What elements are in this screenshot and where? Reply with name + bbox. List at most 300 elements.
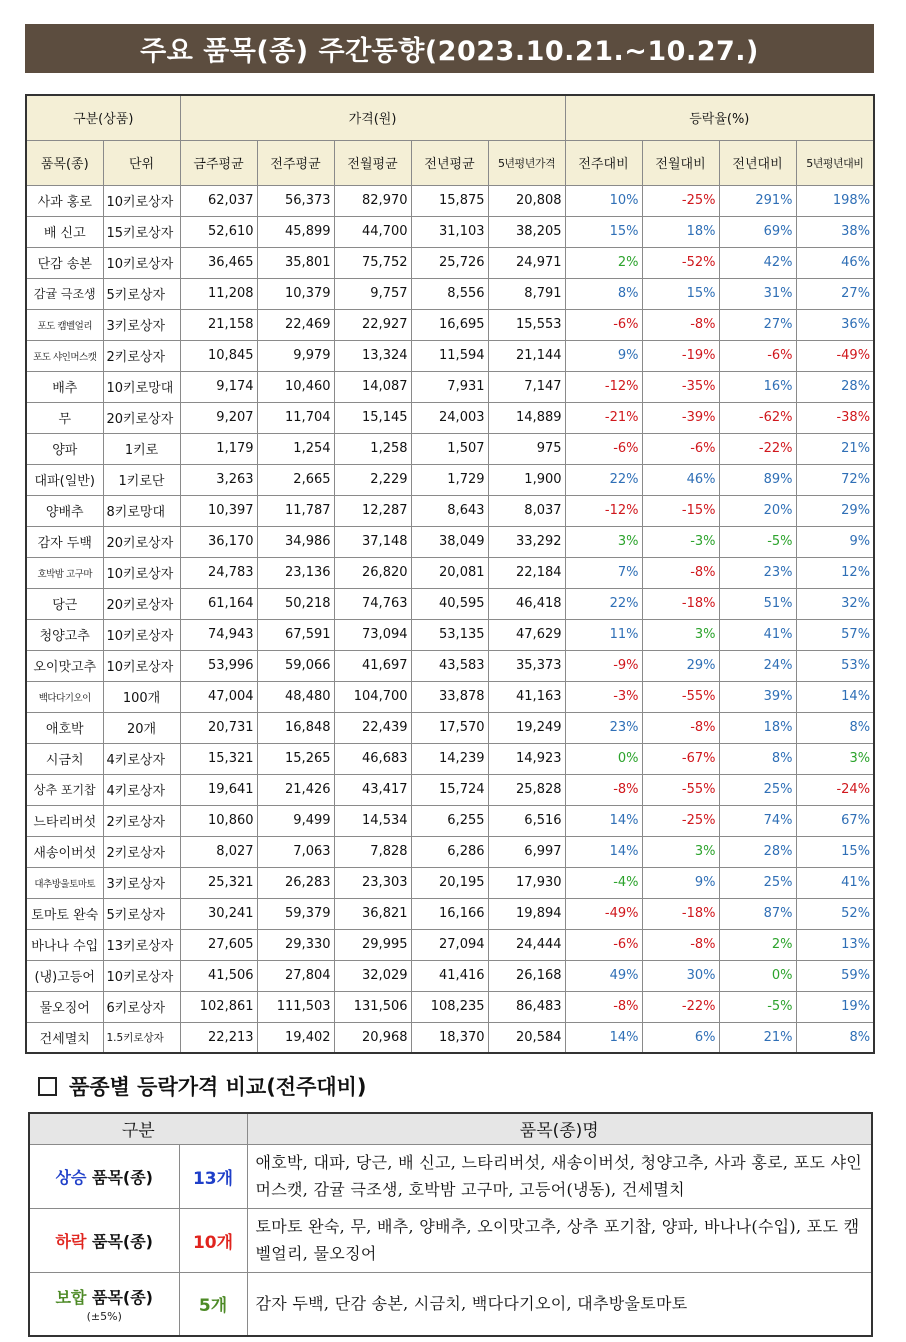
cell-r-year: 18% <box>719 712 796 743</box>
cell-r-week: 49% <box>565 960 642 991</box>
cell-prev-year: 41,416 <box>411 960 488 991</box>
cell-avg5: 24,971 <box>488 247 565 278</box>
cell-unit: 4키로상자 <box>103 774 180 805</box>
cell-item: (냉)고등어 <box>26 960 103 991</box>
cell-item: 단감 송본 <box>26 247 103 278</box>
cell-prev-year: 53,135 <box>411 619 488 650</box>
cell-unit: 20키로상자 <box>103 588 180 619</box>
cell-r-avg5: 72% <box>796 464 874 495</box>
cell-cur: 10,860 <box>180 805 257 836</box>
cell-r-week: -4% <box>565 867 642 898</box>
cell-prev-month: 7,828 <box>334 836 411 867</box>
comparison-row <box>29 1272 872 1336</box>
cell-avg5: 33,292 <box>488 526 565 557</box>
cell-item: 대추방울토마토 <box>26 867 103 898</box>
cell-prev-month: 14,087 <box>334 371 411 402</box>
comparison-category <box>29 1272 179 1336</box>
cell-prev-year: 40,595 <box>411 588 488 619</box>
cell-r-year: 24% <box>719 650 796 681</box>
cell-cur: 36,465 <box>180 247 257 278</box>
cell-item: 포도 캠벨얼리 <box>26 309 103 340</box>
table-row <box>26 216 874 247</box>
cell-r-avg5: 21% <box>796 433 874 464</box>
cell-r-month: -25% <box>642 185 719 216</box>
table-row <box>26 495 874 526</box>
cell-item: 포도 샤인머스캣 <box>26 340 103 371</box>
cell-prev-year: 1,729 <box>411 464 488 495</box>
cell-r-month: -8% <box>642 712 719 743</box>
cell-r-month: -25% <box>642 805 719 836</box>
cell-r-year: 21% <box>719 1022 796 1053</box>
cell-r-year: 28% <box>719 836 796 867</box>
cell-cur: 22,213 <box>180 1022 257 1053</box>
cell-prev-year: 11,594 <box>411 340 488 371</box>
cell-item: 상추 포기찹 <box>26 774 103 805</box>
table-row <box>26 712 874 743</box>
cell-r-avg5: 8% <box>796 712 874 743</box>
cell-unit: 5키로상자 <box>103 278 180 309</box>
cell-cur: 21,158 <box>180 309 257 340</box>
cell-prev-year: 18,370 <box>411 1022 488 1053</box>
category-note: (±5%) <box>86 1309 122 1323</box>
cell-avg5: 20,808 <box>488 185 565 216</box>
cell-prev-year: 15,724 <box>411 774 488 805</box>
cell-unit: 3키로상자 <box>103 867 180 898</box>
cell-r-avg5: 3% <box>796 743 874 774</box>
cell-r-month: -8% <box>642 557 719 588</box>
cell-avg5: 35,373 <box>488 650 565 681</box>
cell-r-month: -6% <box>642 433 719 464</box>
cell-r-week: 14% <box>565 805 642 836</box>
cell-r-year: 0% <box>719 960 796 991</box>
cell-avg5: 47,629 <box>488 619 565 650</box>
cell-r-avg5: 29% <box>796 495 874 526</box>
cell-r-avg5: 12% <box>796 557 874 588</box>
cell-unit: 100개 <box>103 681 180 712</box>
cell-prev-year: 6,286 <box>411 836 488 867</box>
cell-unit: 10키로상자 <box>103 650 180 681</box>
cell-r-year: 51% <box>719 588 796 619</box>
comparison-item-names: 토마토 완숙, 무, 배추, 양배추, 오이맛고추, 상추 포기찹, 양파, 바나나(수입), 포도 캠벨얼리, 물오징어 <box>247 1208 872 1272</box>
cell-prev-year: 20,195 <box>411 867 488 898</box>
cell-unit: 10키로망대 <box>103 371 180 402</box>
cell-r-avg5: -49% <box>796 340 874 371</box>
cell-r-avg5: 14% <box>796 681 874 712</box>
cell-r-week: -49% <box>565 898 642 929</box>
category-suffix: 품목(종) <box>86 1231 153 1251</box>
cell-unit: 2키로상자 <box>103 805 180 836</box>
cell-r-year: 25% <box>719 867 796 898</box>
cell-unit: 1키로 <box>103 433 180 464</box>
cell-unit: 2키로상자 <box>103 340 180 371</box>
cell-r-avg5: 32% <box>796 588 874 619</box>
cell-prev-year: 25,726 <box>411 247 488 278</box>
cell-prev-month: 44,700 <box>334 216 411 247</box>
cell-prev-year: 31,103 <box>411 216 488 247</box>
cell-prev-week: 59,379 <box>257 898 334 929</box>
cell-r-month: -67% <box>642 743 719 774</box>
cell-r-week: 14% <box>565 836 642 867</box>
cell-r-avg5: 15% <box>796 836 874 867</box>
col-header-rate-week: 전주대비 <box>565 140 642 185</box>
col-header-prev-week: 전주평균 <box>257 140 334 185</box>
comparison-col-category: 구분 <box>29 1113 247 1144</box>
col-header-prev-year: 전년평균 <box>411 140 488 185</box>
cell-prev-year: 17,570 <box>411 712 488 743</box>
cell-prev-week: 67,591 <box>257 619 334 650</box>
comparison-count: 5개 <box>179 1272 247 1336</box>
cell-prev-week: 35,801 <box>257 247 334 278</box>
cell-prev-week: 111,503 <box>257 991 334 1022</box>
cell-r-year: 89% <box>719 464 796 495</box>
cell-prev-month: 36,821 <box>334 898 411 929</box>
cell-r-week: -3% <box>565 681 642 712</box>
cell-r-year: 16% <box>719 371 796 402</box>
cell-cur: 10,397 <box>180 495 257 526</box>
table-row <box>26 805 874 836</box>
cell-prev-year: 38,049 <box>411 526 488 557</box>
cell-item: 느타리버섯 <box>26 805 103 836</box>
cell-unit: 20개 <box>103 712 180 743</box>
cell-unit: 20키로상자 <box>103 526 180 557</box>
group-header-price: 가격(원) <box>180 95 565 140</box>
table-row <box>26 681 874 712</box>
cell-item: 바나나 수입 <box>26 929 103 960</box>
cell-prev-month: 46,683 <box>334 743 411 774</box>
cell-avg5: 24,444 <box>488 929 565 960</box>
cell-prev-year: 14,239 <box>411 743 488 774</box>
cell-r-year: 23% <box>719 557 796 588</box>
table-row <box>26 433 874 464</box>
cell-r-avg5: 19% <box>796 991 874 1022</box>
cell-prev-week: 45,899 <box>257 216 334 247</box>
cell-prev-year: 16,166 <box>411 898 488 929</box>
cell-prev-month: 74,763 <box>334 588 411 619</box>
page-title: 주요 품목(종) 주간동향(2023.10.21.~10.27.) <box>25 24 874 73</box>
cell-avg5: 15,553 <box>488 309 565 340</box>
cell-cur: 11,208 <box>180 278 257 309</box>
table-row <box>26 619 874 650</box>
table-row <box>26 743 874 774</box>
cell-r-month: 3% <box>642 836 719 867</box>
cell-item: 백다다기오이 <box>26 681 103 712</box>
cell-r-avg5: 198% <box>796 185 874 216</box>
cell-prev-year: 16,695 <box>411 309 488 340</box>
comparison-heading-text: 품종별 등락가격 비교(전주대비) <box>69 1075 367 1099</box>
cell-r-year: 27% <box>719 309 796 340</box>
cell-r-week: -9% <box>565 650 642 681</box>
cell-item: 물오징어 <box>26 991 103 1022</box>
cell-avg5: 17,930 <box>488 867 565 898</box>
cell-r-week: 2% <box>565 247 642 278</box>
cell-r-month: 6% <box>642 1022 719 1053</box>
cell-avg5: 46,418 <box>488 588 565 619</box>
cell-prev-week: 11,787 <box>257 495 334 526</box>
cell-r-avg5: 9% <box>796 526 874 557</box>
cell-cur: 47,004 <box>180 681 257 712</box>
cell-cur: 3,263 <box>180 464 257 495</box>
cell-prev-week: 21,426 <box>257 774 334 805</box>
cell-r-month: -18% <box>642 898 719 929</box>
cell-r-year: 42% <box>719 247 796 278</box>
cell-item: 사과 홍로 <box>26 185 103 216</box>
cell-prev-year: 1,507 <box>411 433 488 464</box>
cell-r-avg5: -24% <box>796 774 874 805</box>
cell-prev-month: 22,439 <box>334 712 411 743</box>
cell-r-week: 23% <box>565 712 642 743</box>
cell-r-week: 3% <box>565 526 642 557</box>
cell-r-avg5: 8% <box>796 1022 874 1053</box>
cell-r-avg5: 59% <box>796 960 874 991</box>
table-row <box>26 929 874 960</box>
cell-prev-month: 29,995 <box>334 929 411 960</box>
table-row <box>26 309 874 340</box>
table-row <box>26 836 874 867</box>
col-header-unit: 단위 <box>103 140 180 185</box>
cell-avg5: 38,205 <box>488 216 565 247</box>
cell-r-month: -35% <box>642 371 719 402</box>
cell-prev-week: 23,136 <box>257 557 334 588</box>
cell-r-year: -6% <box>719 340 796 371</box>
cell-r-year: 8% <box>719 743 796 774</box>
cell-unit: 8키로망대 <box>103 495 180 526</box>
cell-r-week: -12% <box>565 371 642 402</box>
cell-prev-month: 20,968 <box>334 1022 411 1053</box>
table-row <box>26 960 874 991</box>
cell-avg5: 14,923 <box>488 743 565 774</box>
cell-r-avg5: 67% <box>796 805 874 836</box>
cell-prev-month: 23,303 <box>334 867 411 898</box>
cell-r-week: 9% <box>565 340 642 371</box>
cell-r-month: -8% <box>642 929 719 960</box>
cell-avg5: 41,163 <box>488 681 565 712</box>
cell-prev-week: 59,066 <box>257 650 334 681</box>
cell-unit: 3키로상자 <box>103 309 180 340</box>
table-row <box>26 278 874 309</box>
cell-prev-week: 2,665 <box>257 464 334 495</box>
cell-avg5: 1,900 <box>488 464 565 495</box>
cell-r-year: 20% <box>719 495 796 526</box>
cell-r-avg5: 57% <box>796 619 874 650</box>
table-row <box>26 650 874 681</box>
cell-r-year: 74% <box>719 805 796 836</box>
category-suffix: 품목(종) <box>86 1287 153 1307</box>
cell-r-week: 22% <box>565 464 642 495</box>
cell-prev-week: 16,848 <box>257 712 334 743</box>
cell-r-week: 0% <box>565 743 642 774</box>
cell-item: 호박밤 고구마 <box>26 557 103 588</box>
cell-item: 토마토 완숙 <box>26 898 103 929</box>
cell-prev-month: 12,287 <box>334 495 411 526</box>
cell-prev-week: 10,379 <box>257 278 334 309</box>
cell-avg5: 19,894 <box>488 898 565 929</box>
category-keyword: 하락 <box>55 1231 87 1251</box>
comparison-table <box>28 1112 873 1337</box>
cell-prev-week: 15,265 <box>257 743 334 774</box>
category-keyword: 상승 <box>55 1167 87 1187</box>
cell-unit: 13키로상자 <box>103 929 180 960</box>
cell-r-avg5: 28% <box>796 371 874 402</box>
cell-r-avg5: 41% <box>796 867 874 898</box>
cell-avg5: 25,828 <box>488 774 565 805</box>
table-row <box>26 247 874 278</box>
cell-r-month: -19% <box>642 340 719 371</box>
cell-r-month: -52% <box>642 247 719 278</box>
cell-prev-year: 33,878 <box>411 681 488 712</box>
cell-item: 당근 <box>26 588 103 619</box>
cell-prev-year: 43,583 <box>411 650 488 681</box>
cell-avg5: 21,144 <box>488 340 565 371</box>
cell-prev-week: 1,254 <box>257 433 334 464</box>
cell-r-month: 3% <box>642 619 719 650</box>
cell-prev-year: 8,643 <box>411 495 488 526</box>
cell-unit: 15키로상자 <box>103 216 180 247</box>
cell-prev-year: 24,003 <box>411 402 488 433</box>
cell-prev-week: 19,402 <box>257 1022 334 1053</box>
cell-prev-week: 34,986 <box>257 526 334 557</box>
cell-prev-week: 27,804 <box>257 960 334 991</box>
cell-r-week: 7% <box>565 557 642 588</box>
cell-cur: 1,179 <box>180 433 257 464</box>
table-row <box>26 991 874 1022</box>
cell-unit: 20키로상자 <box>103 402 180 433</box>
cell-unit: 10키로상자 <box>103 557 180 588</box>
cell-avg5: 8,037 <box>488 495 565 526</box>
col-header-avg5: 5년평년가격 <box>488 140 565 185</box>
price-table <box>25 94 875 1054</box>
cell-unit: 1키로단 <box>103 464 180 495</box>
cell-r-week: 11% <box>565 619 642 650</box>
cell-r-year: 87% <box>719 898 796 929</box>
table-row <box>26 557 874 588</box>
cell-prev-week: 56,373 <box>257 185 334 216</box>
cell-r-year: 31% <box>719 278 796 309</box>
group-header-rate: 등락율(%) <box>565 95 874 140</box>
table-row <box>26 867 874 898</box>
table-row <box>26 774 874 805</box>
cell-r-month: 29% <box>642 650 719 681</box>
cell-item: 배 신고 <box>26 216 103 247</box>
cell-item: 건세멸치 <box>26 1022 103 1053</box>
price-table-body <box>26 185 874 1053</box>
cell-r-month: -55% <box>642 774 719 805</box>
comparison-item-names: 애호박, 대파, 당근, 배 신고, 느타리버섯, 새송이버섯, 청양고추, 사과 홍로, 포도 샤인머스캣, 감귤 극조생, 호박밤 고구마, 고등어(냉동), 건세멸치 <box>247 1144 872 1208</box>
cell-item: 시금치 <box>26 743 103 774</box>
cell-r-week: -6% <box>565 309 642 340</box>
cell-cur: 9,174 <box>180 371 257 402</box>
cell-cur: 19,641 <box>180 774 257 805</box>
cell-avg5: 26,168 <box>488 960 565 991</box>
cell-cur: 10,845 <box>180 340 257 371</box>
cell-prev-month: 131,506 <box>334 991 411 1022</box>
cell-prev-year: 108,235 <box>411 991 488 1022</box>
cell-unit: 6키로상자 <box>103 991 180 1022</box>
cell-cur: 15,321 <box>180 743 257 774</box>
table-row <box>26 898 874 929</box>
comparison-row <box>29 1208 872 1272</box>
col-header-rate-year: 전년대비 <box>719 140 796 185</box>
cell-prev-year: 15,875 <box>411 185 488 216</box>
cell-prev-month: 14,534 <box>334 805 411 836</box>
cell-item: 새송이버섯 <box>26 836 103 867</box>
cell-prev-week: 48,480 <box>257 681 334 712</box>
cell-r-week: 8% <box>565 278 642 309</box>
table-row <box>26 1022 874 1053</box>
cell-prev-month: 73,094 <box>334 619 411 650</box>
cell-r-week: -6% <box>565 929 642 960</box>
cell-r-week: -12% <box>565 495 642 526</box>
cell-r-week: -8% <box>565 991 642 1022</box>
cell-r-avg5: 36% <box>796 309 874 340</box>
cell-r-month: 18% <box>642 216 719 247</box>
cell-avg5: 14,889 <box>488 402 565 433</box>
cell-prev-year: 8,556 <box>411 278 488 309</box>
col-header-rate-avg5: 5년평년대비 <box>796 140 874 185</box>
cell-prev-month: 13,324 <box>334 340 411 371</box>
cell-item: 감귤 극조생 <box>26 278 103 309</box>
cell-r-year: 39% <box>719 681 796 712</box>
cell-prev-week: 22,469 <box>257 309 334 340</box>
cell-item: 양배추 <box>26 495 103 526</box>
cell-item: 애호박 <box>26 712 103 743</box>
cell-unit: 1.5키로상자 <box>103 1022 180 1053</box>
cell-r-year: 291% <box>719 185 796 216</box>
cell-r-month: -39% <box>642 402 719 433</box>
cell-avg5: 20,584 <box>488 1022 565 1053</box>
cell-r-year: -5% <box>719 991 796 1022</box>
cell-item: 무 <box>26 402 103 433</box>
category-keyword: 보합 <box>55 1287 87 1307</box>
cell-prev-month: 1,258 <box>334 433 411 464</box>
cell-r-week: 22% <box>565 588 642 619</box>
cell-cur: 27,605 <box>180 929 257 960</box>
cell-r-avg5: 52% <box>796 898 874 929</box>
cell-item: 대파(일반) <box>26 464 103 495</box>
cell-avg5: 8,791 <box>488 278 565 309</box>
cell-prev-year: 20,081 <box>411 557 488 588</box>
cell-r-month: -18% <box>642 588 719 619</box>
cell-prev-month: 41,697 <box>334 650 411 681</box>
cell-prev-month: 22,927 <box>334 309 411 340</box>
col-header-prev-month: 전월평균 <box>334 140 411 185</box>
cell-unit: 10키로상자 <box>103 185 180 216</box>
cell-cur: 62,037 <box>180 185 257 216</box>
cell-r-year: 69% <box>719 216 796 247</box>
cell-r-year: 41% <box>719 619 796 650</box>
cell-item: 배추 <box>26 371 103 402</box>
cell-r-week: 10% <box>565 185 642 216</box>
comparison-item-names: 감자 두백, 단감 송본, 시금치, 백다다기오이, 대추방울토마토 <box>247 1272 872 1336</box>
checkbox-icon <box>38 1077 57 1096</box>
cell-prev-month: 26,820 <box>334 557 411 588</box>
comparison-col-names: 품목(종)명 <box>247 1113 872 1144</box>
cell-item: 양파 <box>26 433 103 464</box>
cell-unit: 5키로상자 <box>103 898 180 929</box>
cell-unit: 10키로상자 <box>103 960 180 991</box>
cell-prev-week: 29,330 <box>257 929 334 960</box>
cell-cur: 41,506 <box>180 960 257 991</box>
col-header-rate-month: 전월대비 <box>642 140 719 185</box>
cell-item: 오이맛고추 <box>26 650 103 681</box>
cell-r-week: -8% <box>565 774 642 805</box>
cell-r-week: 15% <box>565 216 642 247</box>
cell-r-month: -15% <box>642 495 719 526</box>
table-row <box>26 526 874 557</box>
col-header-item: 품목(종) <box>26 140 103 185</box>
cell-prev-month: 37,148 <box>334 526 411 557</box>
cell-r-avg5: -38% <box>796 402 874 433</box>
cell-prev-week: 7,063 <box>257 836 334 867</box>
